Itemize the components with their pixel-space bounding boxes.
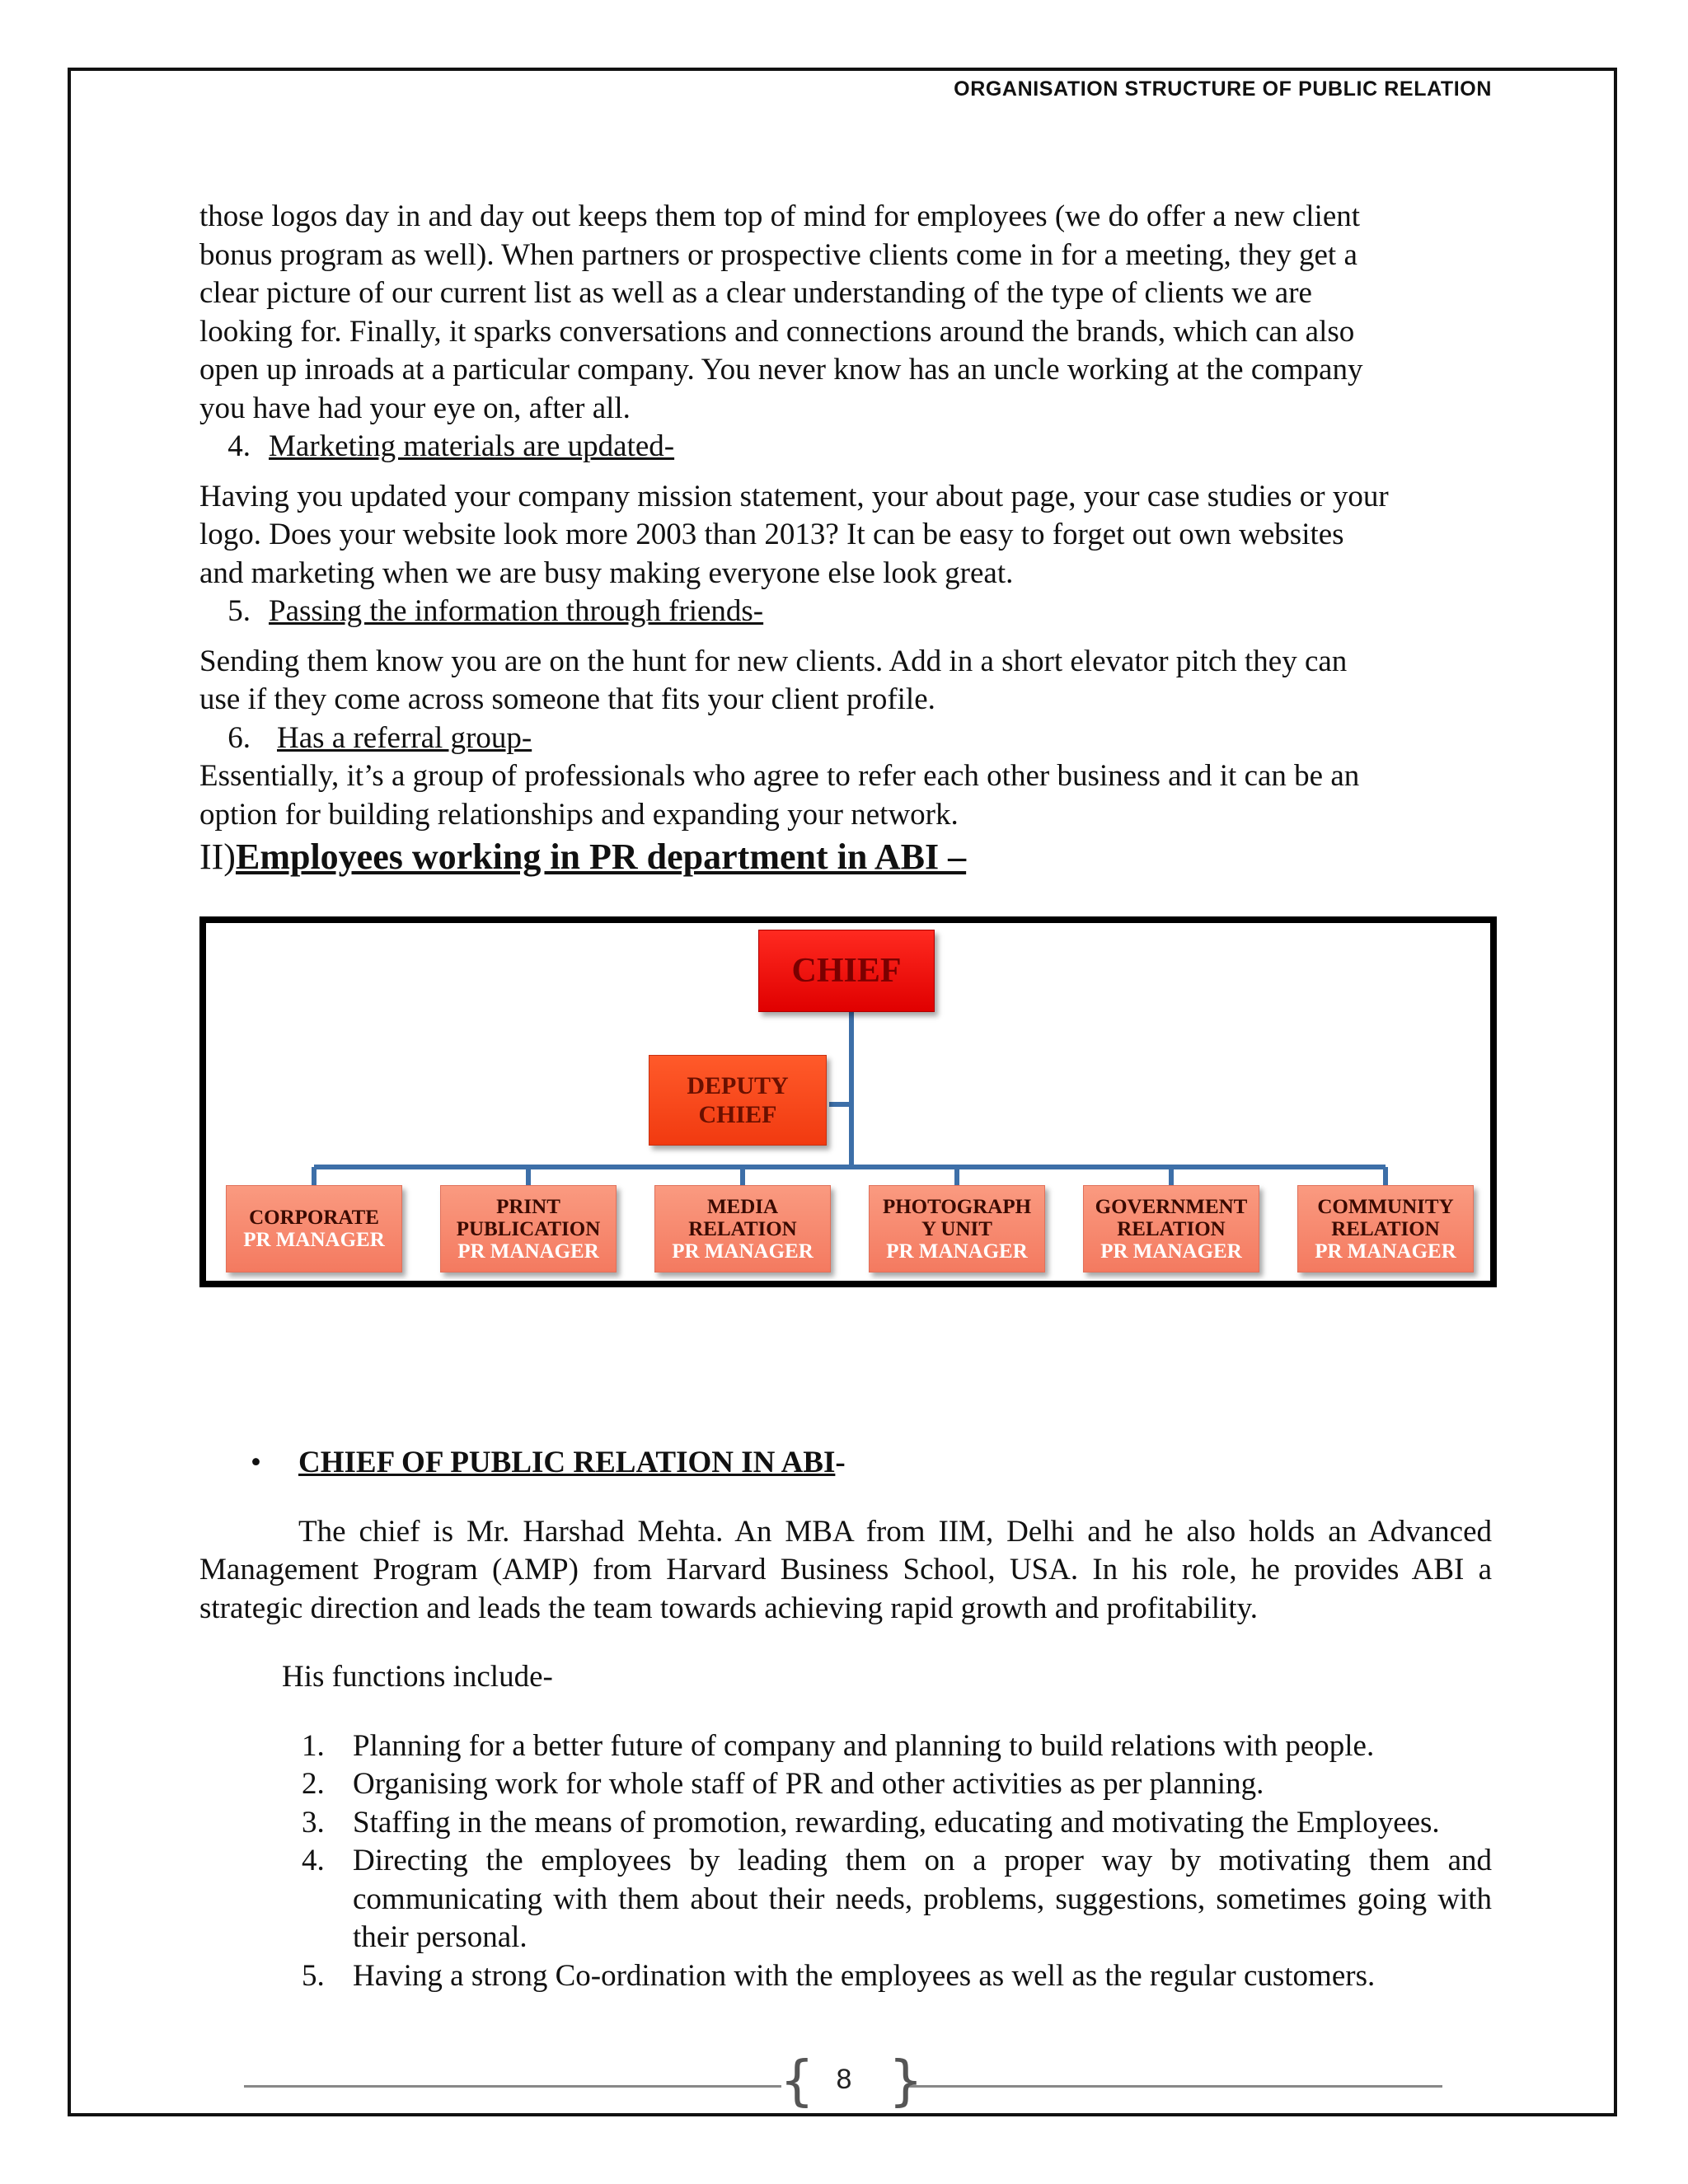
item-body-line: Sending them know you are on the hunt for new clients. Add in a short elevator pitch they can [199, 644, 1348, 678]
intro-line: open up inroads at a particular company. You never know has an uncle working at the company [199, 353, 1363, 387]
item-number: 5. [227, 594, 251, 628]
org-node-media-relation-manager [654, 1185, 831, 1272]
org-node-role: PR MANAGER [672, 1240, 814, 1263]
list-text: Having a strong Co-ordination with the employees as well as the regular customers. [353, 1958, 1376, 1993]
org-node-role: PR MANAGER [457, 1240, 599, 1263]
bullet-icon: • [251, 1446, 261, 1479]
org-node-corporate-manager [226, 1185, 402, 1272]
org-node-dept: RELATION [1117, 1217, 1226, 1240]
page-number: 8 [836, 2064, 852, 2095]
item-body-line: and marketing when we are busy making everyone else look great. [199, 555, 1014, 590]
list-number: 3. [302, 1805, 325, 1840]
list-item-heading [199, 719, 1492, 758]
item-body-line: logo. Does your website look more 2003 than 2013? It can be easy to forget out own websites [199, 518, 1344, 551]
item-number: 4. [227, 429, 251, 463]
item-body-line: Having you updated your company mission statement, your about page, your case studies or your [199, 479, 1389, 513]
left-brace-icon: { [780, 2049, 814, 2112]
list-item-heading [199, 428, 1492, 466]
intro-line: those logos day in and day out keeps them top of mind for employees (we do offer a new client [199, 199, 1361, 233]
org-node-label: CHIEF [791, 952, 902, 990]
org-node-dept: PHOTOGRAPH [882, 1195, 1032, 1218]
item-body-line: option for building relationships and expanding your network. [199, 797, 959, 832]
intro-line: bonus program as well). When partners or prospective clients come in for a meeting, they get a [199, 237, 1357, 272]
org-node-dept: GOVERNMENT [1095, 1195, 1248, 1218]
org-node-deputy-chief [649, 1055, 827, 1146]
list-item [199, 1727, 1492, 1766]
functions-intro: His functions include- [282, 1660, 553, 1694]
list-number: 2. [302, 1767, 325, 1801]
section-title: Employees working in PR department in ABI – [235, 837, 967, 877]
org-node-dept: RELATION [1331, 1217, 1440, 1240]
item-body-line: Essentially, it’s a group of professionals who agree to refer each other business and it can be an [199, 759, 1360, 793]
intro-line: clear picture of our current list as well as a clear understanding of the type of clients we are [199, 276, 1312, 310]
org-node-dept: Y UNIT [921, 1217, 992, 1240]
org-chart [199, 916, 1497, 1287]
chief-heading-suffix: - [835, 1446, 846, 1479]
footer-rule-right [907, 2085, 1442, 2088]
running-header: ORGANISATION STRUCTURE OF PUBLIC RELATION [954, 77, 1492, 101]
org-node-dept: MEDIA [706, 1195, 779, 1218]
right-brace-icon: } [889, 2049, 923, 2112]
chief-heading-text: CHIEF OF PUBLIC RELATION IN ABI [298, 1446, 836, 1479]
org-node-role: PR MANAGER [1315, 1240, 1456, 1263]
org-node-dept: CORPORATE [249, 1207, 379, 1229]
list-item [199, 1957, 1492, 1996]
list-item-heading [199, 593, 1492, 631]
org-node-label: CHIEF [698, 1101, 777, 1128]
org-node-government-relation-manager [1083, 1185, 1259, 1272]
org-node-label: DEPUTY [687, 1072, 789, 1099]
list-text: Organising work for whole staff of PR and other activities as per planning. [353, 1767, 1264, 1801]
item-body-line: use if they come across someone that fits your client profile. [199, 682, 935, 716]
list-text: Planning for a better future of company and planning to build relations with people. [353, 1728, 1375, 1763]
item-number: 6. [227, 720, 251, 755]
list-number: 1. [302, 1728, 325, 1763]
org-node-role: PR MANAGER [886, 1240, 1028, 1263]
org-node-dept: RELATION [688, 1217, 797, 1240]
list-text: Directing the employees by leading them on a proper way by motivating them and communicating with them about their needs, problems, suggestions, sometimes going with their personal. [353, 1844, 1492, 1954]
item-title: Passing the information through friends- [269, 594, 764, 628]
section-heading [199, 834, 1492, 880]
section-number: II) [199, 837, 236, 877]
list-number: 4. [302, 1844, 325, 1877]
list-number: 5. [302, 1958, 325, 1993]
org-node-print-publication-manager [440, 1185, 617, 1272]
chief-heading [199, 1444, 1492, 1483]
org-node-dept: PUBLICATION [456, 1217, 601, 1240]
list-item [199, 1804, 1492, 1843]
org-node-dept: COMMUNITY [1317, 1195, 1454, 1218]
org-node-chief [758, 930, 935, 1012]
item-title: Has a referral group- [277, 720, 532, 755]
list-item [199, 1842, 1492, 1957]
chief-paragraph: The chief is Mr. Harshad Mehta. An MBA from IIM, Delhi and he also holds an Advanced Management Program (AMP) from Harvard Business School, USA. In his role, he provides ABI a strategic direction and leads the team towards achieving rapid growth and profitability. [199, 1514, 1492, 1625]
chief-section [199, 1413, 1492, 1995]
intro-line: looking for. Finally, it sparks conversations and connections around the brands, which can also [199, 314, 1355, 349]
list-item [199, 1765, 1492, 1804]
intro-line: you have had your eye on, after all. [199, 391, 631, 425]
org-node-role: PR MANAGER [243, 1229, 385, 1251]
functions-list [199, 1727, 1492, 1996]
body-text [199, 198, 1492, 880]
org-node-community-relation-manager [1297, 1185, 1474, 1272]
org-node-role: PR MANAGER [1100, 1240, 1242, 1263]
list-text: Staffing in the means of promotion, rewarding, educating and motivating the Employees. [353, 1805, 1440, 1840]
org-node-photography-unit-manager [869, 1185, 1045, 1272]
footer-rule-left [244, 2085, 781, 2088]
item-title: Marketing materials are updated- [269, 429, 675, 463]
org-node-dept: PRINT [496, 1195, 560, 1218]
